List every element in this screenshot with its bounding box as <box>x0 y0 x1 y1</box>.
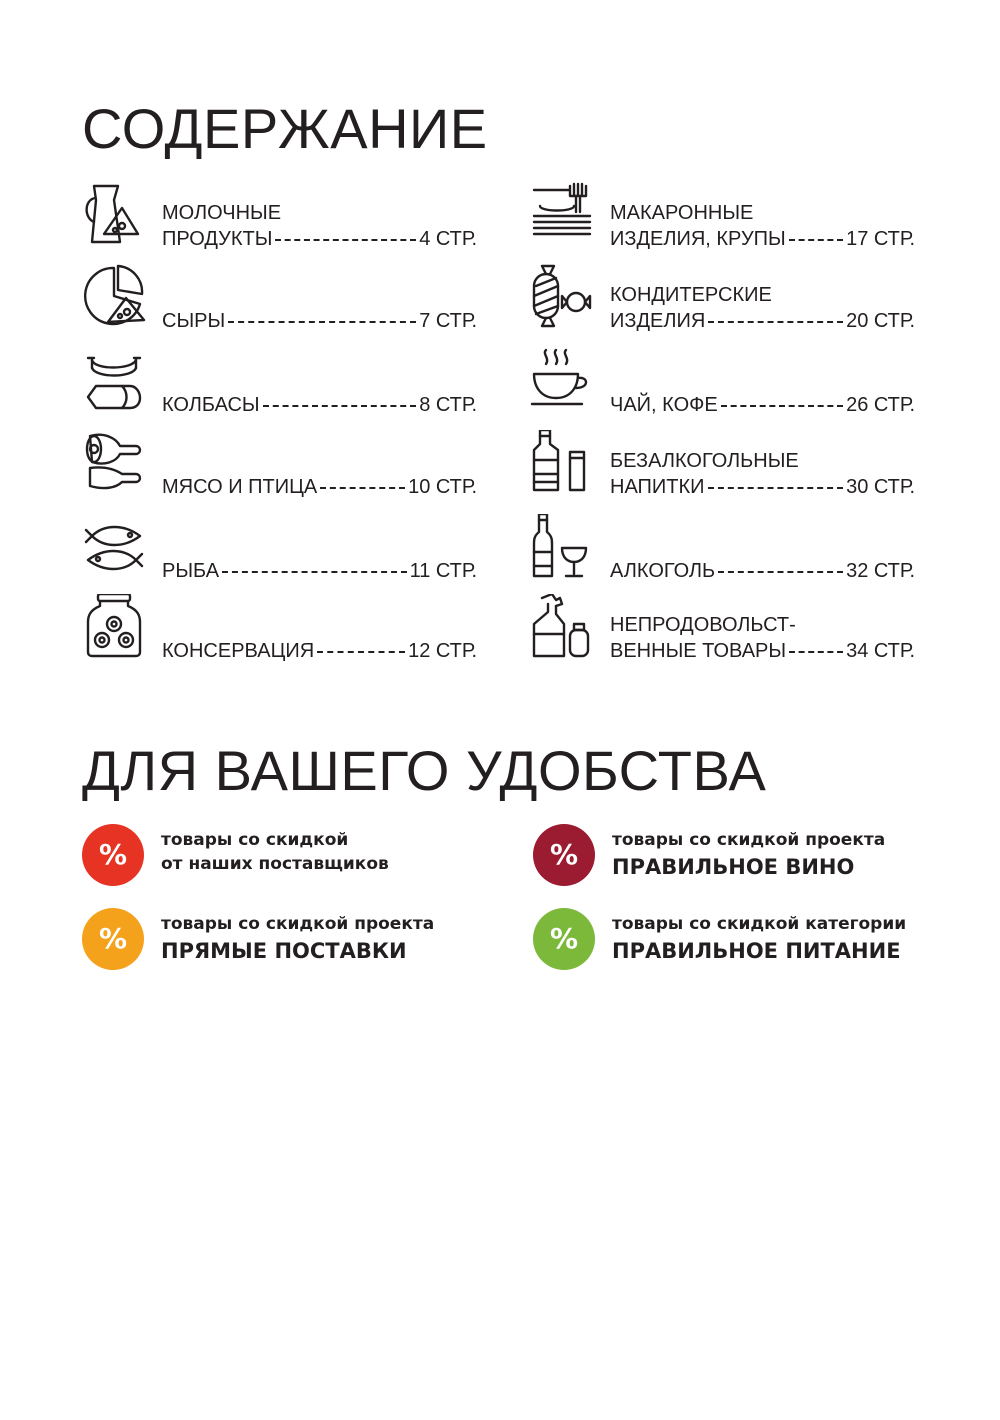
fish-icon <box>82 514 146 578</box>
toc-item-label: АЛКОГОЛЬ <box>610 560 716 582</box>
toc-item-label: МЯСО И ПТИЦА <box>162 476 318 498</box>
legend-text-line1: товары со скидкой категории <box>612 914 907 934</box>
soft-drink-bottle-icon <box>530 430 594 494</box>
toc-item-label-line1: БЕЗАЛКОГОЛЬНЫЕ <box>610 450 799 472</box>
toc-page-number: 8 СТР. <box>419 394 477 416</box>
pasta-fork-icon <box>530 182 594 246</box>
toc-item-confectionery[interactable] <box>530 264 915 334</box>
household-bottles-icon <box>530 594 594 658</box>
percent-badge-icon: % <box>82 908 144 970</box>
dotted-leader <box>708 487 844 489</box>
toc-item-label-line1: НЕПРОДОВОЛЬСТ- <box>610 614 796 636</box>
toc-item-label-line1: МОЛОЧНЫЕ <box>162 202 282 224</box>
toc-item-cheese[interactable] <box>82 264 477 334</box>
legend-text-line2: ПРЯМЫЕ ПОСТАВКИ <box>161 939 407 963</box>
toc-item-tea-coffee[interactable] <box>530 348 915 418</box>
dotted-leader <box>718 571 843 573</box>
toc-item-canned[interactable] <box>82 594 477 664</box>
legend-text-line2: ПРАВИЛЬНОЕ ВИНО <box>612 855 855 879</box>
toc-item-alcohol[interactable] <box>530 514 915 584</box>
toc-item-fish[interactable] <box>82 514 477 584</box>
legend-text-line1: товары со скидкой <box>161 830 349 850</box>
toc-page-number: 10 СТР. <box>408 476 477 498</box>
dotted-leader <box>789 239 843 241</box>
toc-page-number: 26 СТР. <box>846 394 915 416</box>
toc-page-number: 20 СТР. <box>846 310 915 332</box>
toc-item-pasta[interactable] <box>530 182 915 252</box>
dotted-leader <box>222 571 406 573</box>
toc-item-dairy[interactable] <box>82 182 477 252</box>
legend-heading: ДЛЯ ВАШЕГО УДОБСТВА <box>82 739 767 802</box>
sausage-icon <box>82 348 146 412</box>
toc-item-label: НАПИТКИ <box>610 476 705 498</box>
toc-item-label: КОНСЕРВАЦИЯ <box>162 640 315 662</box>
dotted-leader <box>228 321 416 323</box>
legend-item-right-nutrition <box>533 908 953 970</box>
toc-item-meat[interactable] <box>82 430 477 500</box>
preserve-jar-icon <box>82 594 146 658</box>
toc-item-label: СЫРЫ <box>162 310 226 332</box>
toc-item-label: ИЗДЕЛИЯ <box>610 310 706 332</box>
dotted-leader <box>708 321 843 323</box>
toc-page-number: 32 СТР. <box>846 560 915 582</box>
ham-leg-icon <box>82 430 146 494</box>
toc-item-label: КОЛБАСЫ <box>162 394 260 416</box>
toc-item-label: ИЗДЕЛИЯ, КРУПЫ <box>610 228 786 250</box>
legend-text-line1: товары со скидкой проекта <box>612 830 886 850</box>
legend-text-line2: от наших поставщиков <box>161 854 389 874</box>
toc-item-non-food[interactable] <box>530 594 915 664</box>
toc-page-number: 30 СТР. <box>846 476 915 498</box>
dotted-leader <box>317 651 405 653</box>
toc-page-number: 34 СТР. <box>846 640 915 662</box>
milk-jug-icon <box>82 182 146 246</box>
toc-page-number: 12 СТР. <box>408 640 477 662</box>
toc-item-label-line1: МАКАРОННЫЕ <box>610 202 754 224</box>
legend-text-line1: товары со скидкой проекта <box>161 914 435 934</box>
toc-page-number: 17 СТР. <box>846 228 915 250</box>
toc-item-label: РЫБА <box>162 560 220 582</box>
toc-page-number: 7 СТР. <box>419 310 477 332</box>
toc-item-sausage[interactable] <box>82 348 477 418</box>
wine-bottle-glass-icon <box>530 514 594 578</box>
toc-heading: СОДЕРЖАНИЕ <box>82 97 488 160</box>
percent-badge-icon: % <box>82 824 144 886</box>
candy-icon <box>530 264 594 328</box>
legend-text-line2: ПРАВИЛЬНОЕ ПИТАНИЕ <box>612 939 901 963</box>
dotted-leader <box>320 487 405 489</box>
toc-page-number: 4 СТР. <box>419 228 477 250</box>
dotted-leader <box>789 651 843 653</box>
toc-item-label: ВЕННЫЕ ТОВАРЫ <box>610 640 787 662</box>
dotted-leader <box>275 239 416 241</box>
legend-item-direct-supply <box>82 908 502 970</box>
toc-item-label: ПРОДУКТЫ <box>162 228 273 250</box>
legend-item-right-wine <box>533 824 953 886</box>
legend-item-supplier-discount <box>82 824 502 886</box>
dotted-leader <box>721 405 843 407</box>
tea-cup-icon <box>530 348 594 412</box>
toc-item-soft-drinks[interactable] <box>530 430 915 500</box>
percent-badge-icon: % <box>533 824 595 886</box>
percent-badge-icon: % <box>533 908 595 970</box>
toc-item-label-line1: КОНДИТЕРСКИЕ <box>610 284 772 306</box>
toc-page-number: 11 СТР. <box>409 560 477 582</box>
dotted-leader <box>263 405 417 407</box>
toc-item-label: ЧАЙ, КОФЕ <box>610 394 718 416</box>
cheese-wheel-icon <box>82 264 146 328</box>
